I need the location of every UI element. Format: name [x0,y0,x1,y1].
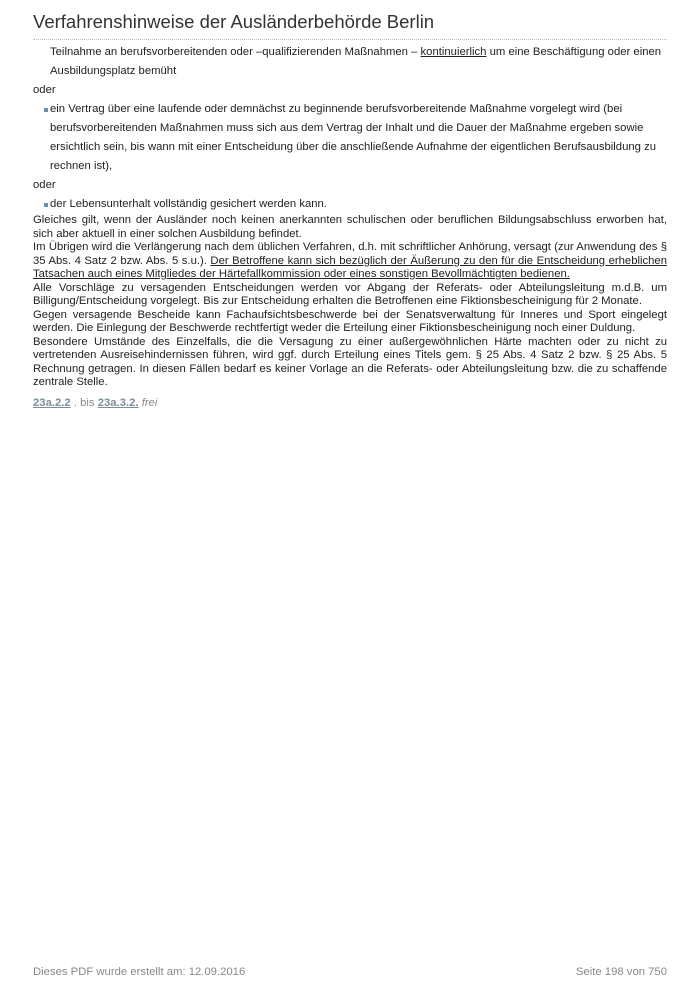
conjunction-oder: oder [33,84,56,96]
paragraph-umstaende: Besondere Umstände des Einzelfalls, die die Versagung zu einer außergewöhnlichen Härte machten oder zu nicht zu vertretenden Ausreisehindernissen führen, wird ggf. durch Erteilung eines Titels gem. § 25 Abs. 4 Satz 2 bzw. § 25 Abs. 5 Rechnung getragen. In diesen Fällen bedarf es keiner Vorlage an die Referats- oder Abteilungsleitung bzw. die zu schaffende zentrale Stelle. [33,335,667,388]
section-references [33,396,667,410]
section-link-23a-3-2[interactable]: 23a.3.2. [97,396,139,409]
paragraph-beschwerde: Gegen versagende Bescheide kann Fachaufsichtsbeschwerde bei der Senatsverwaltung für Inneres und Sport eingelegt werden. Die Einlegung der Beschwerde rechtfertigt weder die Erteilung einer Fiktionsbescheinigung noch einer Duldung. [33,308,667,334]
text-segment: um eine Beschäftigung oder einen Ausbildungsplatz bemüht [50,46,662,77]
bullet-icon [44,203,48,207]
text-segment: Im Übrigen wird die Verlängerung nach dem üblichen Verfahren, d.h. mit schriftlicher Anhörung, versagt (zur Anwendung des § 35 Abs. 4 Satz 2 bzw. Abs. 5 s.u.). [33,241,667,267]
paragraph-teilnahme [33,43,667,81]
document-title: Verfahrenshinweise der Ausländerbehörde Berlin [33,11,435,32]
bullet-icon [44,108,48,112]
conjunction-oder: oder [33,179,56,191]
paragraph-gleiches: Gleiches gilt, wenn der Ausländer noch keinen anerkannten schulischen oder beruflichen Bildungsabschluss erworben hat, sich aber aktuell in einer solchen Ausbildung befindet. [33,214,667,240]
section-link-23a-2-2[interactable]: 23a.2.2 [33,396,71,409]
list-item-text: ein Vertrag über eine laufende oder demnächst zu beginnende berufsvorbereitende Maßnahme vorgelegt wird (bei berufsvorbereitenden Maßnahmen muss sich aus dem Vertrag der Inhalt und die Dauer der Maßnahme ergeben sowie ersichtlich sein, bis wann mit einer Entscheidung über die anschließende Aufnahme der eigentlichen Berufsausbildung zu rechnen ist), [50,103,657,172]
document-body [33,43,667,410]
ref-status: frei [141,396,158,409]
footer-created-date: Dieses PDF wurde erstellt am: 12.09.2016 [33,966,246,978]
footer-page-number: Seite 198 von 750 [575,966,667,978]
paragraph-uebrigen [33,241,667,282]
paragraph-vorschlaege: Alle Vorschläge zu versagenden Entscheidungen werden vor Abgang der Referats- oder Abteilungsleitung m.d.B. um Billigung/Entscheidung vorgelegt. Bis zur Entscheidung erhalten die Betroffenen eine Fiktionsbescheinigung für 2 Monate. [33,281,667,307]
list-item [33,100,667,176]
underlined-term: kontinuierlich [420,46,487,58]
list-item-text: der Lebensunterhalt vollständig gesichert werden kann. [50,198,327,210]
list-item [33,195,667,214]
underlined-sentence: Der Betroffene kann sich bezüglich der Äußerung zu den für die Entscheidung erheblichen Tatsachen auch eines Mitgliedes der Härtefallkommission oder eines sonstigen Bevollmächtigten bedienen. [33,254,667,280]
page-header [33,10,667,40]
text-segment: Teilnahme an berufsvorbereitenden oder –qualifizierenden Maßnahmen – [50,46,421,58]
ref-separator: . bis [70,396,98,409]
